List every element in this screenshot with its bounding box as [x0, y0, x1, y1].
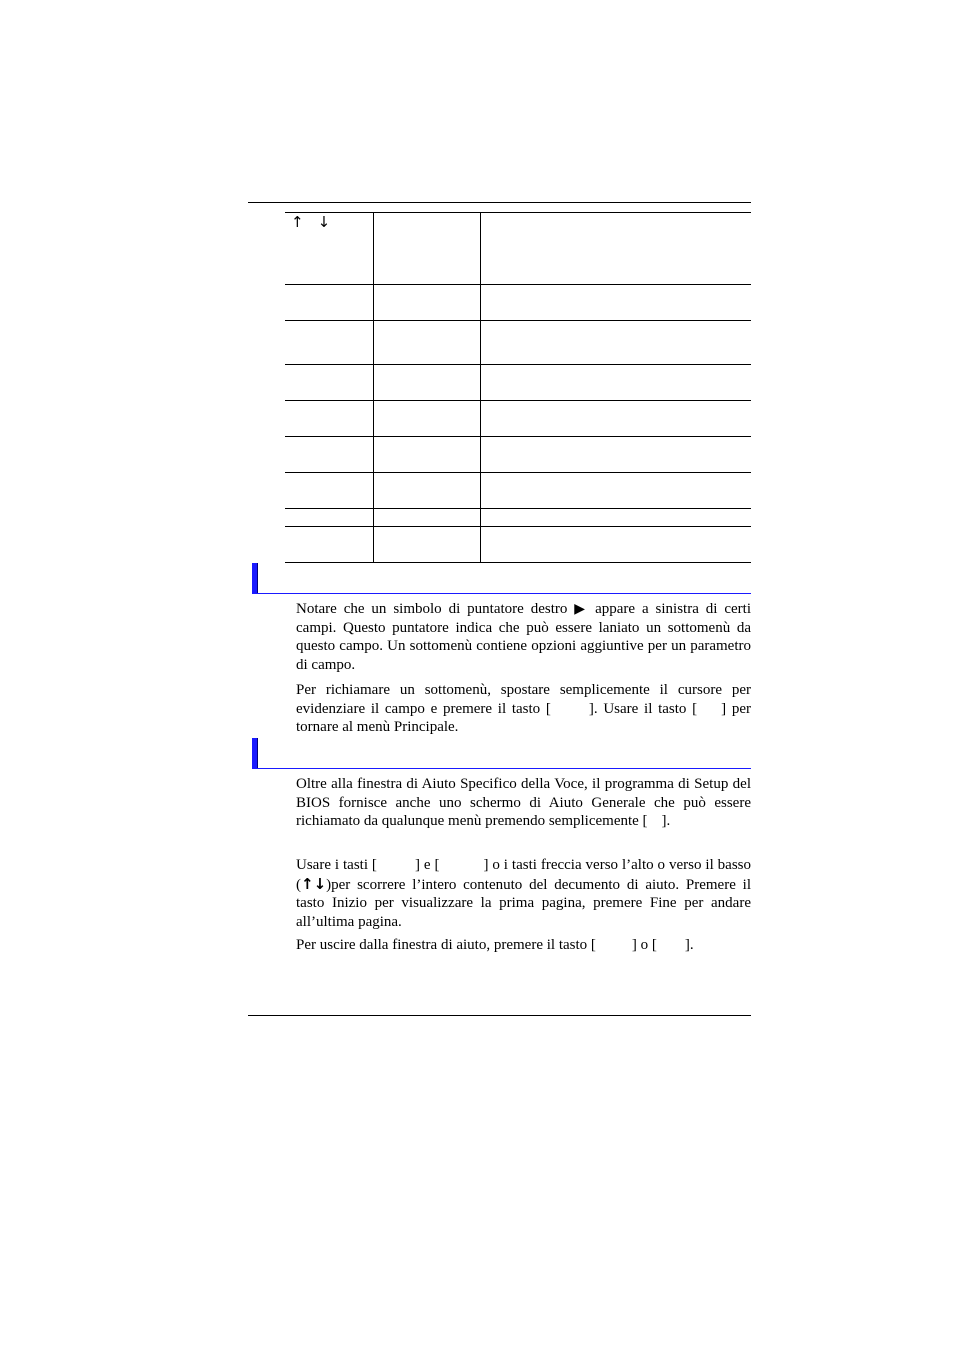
up-arrow-icon: ↑ [291, 213, 304, 231]
section-heading-general-help [252, 738, 751, 769]
key-cell [285, 213, 374, 285]
function-cell [374, 509, 481, 527]
function-cell [374, 473, 481, 509]
function-cell [374, 321, 481, 365]
text-run: Usare i tasti [ [296, 857, 377, 873]
table-row [285, 473, 751, 509]
table-row [285, 213, 751, 285]
description-cell [481, 509, 752, 527]
text-run: )per scorrere l’intero contenuto del decumento di aiuto. Premere il tasto Inizio per visualizzare la prima pagina, premere Fine per andare all’ultima pagina. [296, 876, 751, 930]
text-run: ]. Usare il tasto [ [588, 700, 698, 717]
down-arrow-icon: ↓ [317, 213, 331, 231]
right-pointer-icon: ▶ [574, 601, 589, 617]
key-table [285, 212, 751, 563]
table-row [285, 285, 751, 321]
description-cell [481, 401, 752, 437]
key-cell [285, 365, 374, 401]
header-rule [248, 202, 751, 203]
paragraph-exit-help [296, 936, 751, 955]
function-cell [374, 285, 481, 321]
text-run: appare a sinistra di certi campi. Questo puntatore indica che può essere laniato un sottomenù da questo campo. Un sottomenù contiene opzioni aggiuntive per un parametro di campo. [296, 601, 751, 673]
description-cell [481, 473, 752, 509]
key-cell [285, 321, 374, 365]
text-run: ]. [661, 813, 671, 829]
function-cell [374, 401, 481, 437]
function-cell [374, 437, 481, 473]
text-run: ] e [ [414, 857, 440, 873]
text-run: Oltre alla finestra di Aiuto Specifico della Voce, il programma di Setup del BIOS fornisce anche uno schermo di Aiuto Generale che può essere richiamato da qualunque menù premendo semplicemente [ [296, 776, 751, 829]
key-cell [285, 509, 374, 527]
key-cell [285, 401, 374, 437]
text-run: Per uscire dalla finestra di aiuto, premere il tasto [ [296, 937, 596, 953]
description-cell [481, 213, 752, 285]
key-cell [285, 527, 374, 563]
heading-accent-bar [252, 738, 258, 768]
table-row [285, 321, 751, 365]
up-down-arrows-icon: ↑↓ [301, 874, 327, 893]
text-run: Notare che un simbolo di puntatore destro [296, 601, 568, 617]
text-run: ] o i tasti freccia verso l’alto o verso il basso ( [296, 857, 751, 893]
description-cell [481, 437, 752, 473]
table-row [285, 401, 751, 437]
text-run: ] o [ [631, 937, 657, 953]
key-cell [285, 285, 374, 321]
key-cell [285, 437, 374, 473]
heading-accent-bar [252, 563, 258, 593]
paragraph-scroll-help [296, 856, 751, 931]
text-run: ] per tornare al menù Principale. [296, 700, 752, 735]
table-row [285, 437, 751, 473]
function-cell [374, 527, 481, 563]
table-row [285, 527, 751, 563]
table-row [285, 509, 751, 527]
footer-rule [248, 1015, 751, 1016]
paragraph-submenu-pointer [296, 600, 751, 674]
description-cell [481, 321, 752, 365]
text-run: ]. [684, 937, 694, 953]
paragraph-general-help [296, 775, 751, 831]
description-cell [481, 527, 752, 563]
description-cell [481, 285, 752, 321]
description-cell [481, 365, 752, 401]
key-cell [285, 473, 374, 509]
function-cell [374, 213, 481, 285]
text-run: Per richiamare un sottomenù, spostare semplicemente il cursore per evidenziare il campo e premere il tasto [ [296, 682, 751, 717]
function-cell [374, 365, 481, 401]
paragraph-submenu-call [296, 681, 751, 737]
table-row [285, 365, 751, 401]
section-heading-submenu [252, 563, 751, 594]
